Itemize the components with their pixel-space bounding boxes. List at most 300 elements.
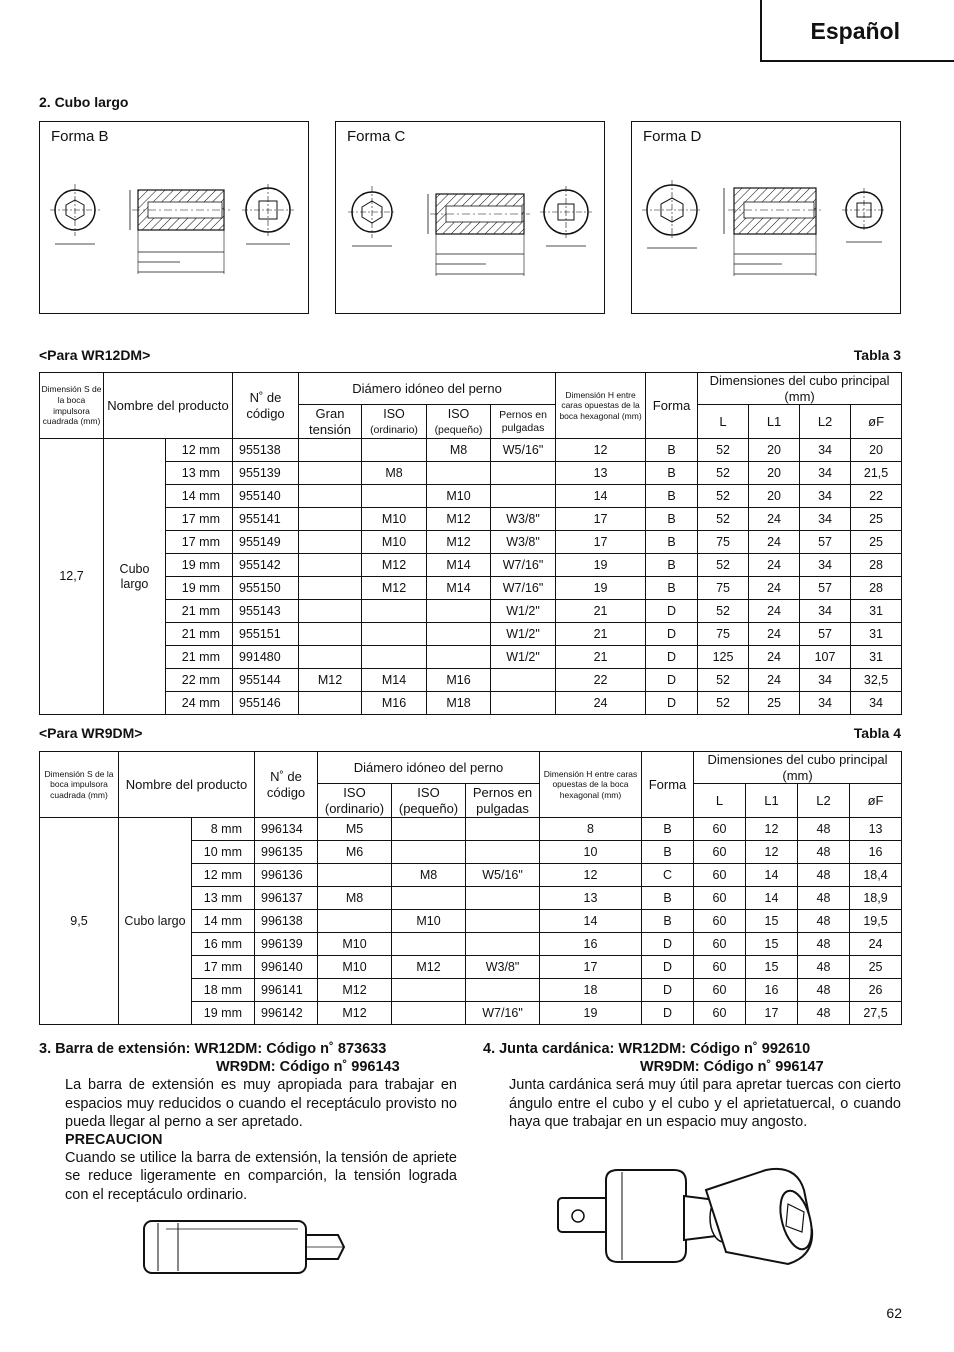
cell-L1: 15	[746, 956, 798, 979]
table-row	[40, 439, 902, 462]
header-drive: Dimensión S de la boca impulsora cuadrada (mm)	[40, 373, 104, 439]
cell-F: 16	[850, 841, 902, 864]
cell-code: 955144	[233, 669, 299, 692]
cell-L1: 12	[746, 841, 798, 864]
t4-header-forma: Forma	[642, 752, 694, 818]
figure-label-c: Forma C	[347, 128, 406, 145]
cell-F: 13	[850, 818, 902, 841]
table-3-number: Tabla 3	[853, 347, 901, 363]
cell-L1: 14	[746, 887, 798, 910]
cell-L1: 24	[749, 646, 800, 669]
cell-gran	[299, 692, 362, 715]
cell-iso-peq: M8	[427, 439, 491, 462]
cell-code: 955142	[233, 554, 299, 577]
extension-bar-illustration	[138, 1215, 353, 1280]
table-row	[40, 485, 902, 508]
table-4-caption: <Para WR9DM>	[39, 725, 143, 741]
cell-L2: 34	[800, 669, 851, 692]
cell-L2: 57	[800, 577, 851, 600]
cell-iso-ord	[362, 646, 427, 669]
section-4-title-2: WR9DM: Código n˚ 996147	[640, 1059, 824, 1076]
header-bolt-group: Diámero idóneo del perno	[299, 373, 556, 405]
cell-hex: 19	[556, 554, 646, 577]
cell-L: 60	[694, 841, 746, 864]
cell-F: 32,5	[851, 669, 902, 692]
figure-label-d: Forma D	[643, 128, 702, 145]
cell-L: 75	[698, 531, 749, 554]
cell-iso-ord	[362, 485, 427, 508]
t4-header-iso-ord: ISO (ordinario)	[318, 784, 392, 818]
table-row	[40, 669, 902, 692]
cell-hex: 12	[540, 864, 642, 887]
cell-L: 60	[694, 887, 746, 910]
cell-size: 21 mm	[166, 646, 233, 669]
cell-F: 27,5	[850, 1002, 902, 1025]
cell-iso-peq	[392, 933, 466, 956]
cell-size: 14 mm	[192, 910, 255, 933]
cell-L1: 24	[749, 508, 800, 531]
cell-iso-ord: M8	[318, 887, 392, 910]
cell-gran	[299, 531, 362, 554]
cell-L1: 15	[746, 933, 798, 956]
cell-F: 28	[851, 577, 902, 600]
cell-iso-ord: M10	[318, 933, 392, 956]
cell-forma: D	[646, 600, 698, 623]
cell-F: 18,4	[850, 864, 902, 887]
cell-gran	[299, 462, 362, 485]
cell-code: 996136	[255, 864, 318, 887]
table-row	[40, 646, 902, 669]
table-3	[39, 372, 902, 715]
cell-forma: D	[642, 933, 694, 956]
header-L1: L1	[749, 405, 800, 439]
cell-code: 996140	[255, 956, 318, 979]
cell-hex: 21	[556, 623, 646, 646]
header-dims-group: Dimensiones del cubo principal (mm)	[698, 373, 902, 405]
cell-L: 60	[694, 933, 746, 956]
cell-L: 60	[694, 864, 746, 887]
cell-iso-peq: M10	[427, 485, 491, 508]
cell-L1: 15	[746, 910, 798, 933]
cell-L1: 20	[749, 439, 800, 462]
cell-F: 31	[851, 623, 902, 646]
language-label: Español	[810, 18, 900, 44]
cell-F: 18,9	[850, 887, 902, 910]
cell-inch: W1/2"	[491, 600, 556, 623]
cell-iso-ord: M10	[362, 531, 427, 554]
cell-iso-ord: M8	[362, 462, 427, 485]
cell-gran	[299, 600, 362, 623]
table-4-number: Tabla 4	[853, 725, 901, 741]
cell-code: 955150	[233, 577, 299, 600]
cell-L2: 48	[798, 864, 850, 887]
section-4-title-1: 4. Junta cardánica: WR12DM: Código n˚ 992610	[483, 1041, 811, 1057]
cell-gran	[299, 485, 362, 508]
cell-code: 955146	[233, 692, 299, 715]
cell-size: 24 mm	[166, 692, 233, 715]
cell-inch	[466, 818, 540, 841]
table-3-body	[40, 439, 902, 715]
header-iso-ord	[362, 405, 427, 439]
cell-inch: W7/16"	[491, 577, 556, 600]
cell-size: 8 mm	[192, 818, 255, 841]
cell-L2: 34	[800, 508, 851, 531]
cell-iso-ord	[362, 439, 427, 462]
socket-drawing-c	[336, 162, 604, 312]
cell-code: 996139	[255, 933, 318, 956]
cell-gran	[299, 508, 362, 531]
cell-F: 34	[851, 692, 902, 715]
header-iso-peq	[427, 405, 491, 439]
table-row	[40, 600, 902, 623]
table-row	[40, 508, 902, 531]
cell-hex: 17	[556, 531, 646, 554]
cell-iso-peq: M18	[427, 692, 491, 715]
cell-gran	[299, 577, 362, 600]
cell-hex: 13	[556, 462, 646, 485]
header-iso-peq-label: ISO	[447, 406, 470, 421]
cell-L2: 48	[798, 933, 850, 956]
table-4-body	[40, 818, 902, 1025]
cell-L2: 57	[800, 531, 851, 554]
cell-F: 24	[850, 933, 902, 956]
cell-L: 52	[698, 692, 749, 715]
cell-code: 996137	[255, 887, 318, 910]
cell-L1: 14	[746, 864, 798, 887]
cell-code: 955151	[233, 623, 299, 646]
cell-forma: B	[646, 462, 698, 485]
cell-L2: 48	[798, 910, 850, 933]
cell-iso-peq	[427, 646, 491, 669]
socket-drawing-d	[632, 162, 900, 312]
section-3	[39, 1040, 457, 1204]
cell-L2: 48	[798, 1002, 850, 1025]
cell-hex: 13	[540, 887, 642, 910]
cell-L2: 48	[798, 956, 850, 979]
header-iso-ord-sub: (ordinario)	[370, 423, 418, 436]
cell-L1: 20	[749, 462, 800, 485]
cell-L1: 12	[746, 818, 798, 841]
cell-F: 25	[851, 508, 902, 531]
cell-L2: 48	[798, 887, 850, 910]
cell-L: 60	[694, 979, 746, 1002]
section-3-caution-title: PRECAUCION	[65, 1132, 163, 1149]
cell-L: 60	[694, 1002, 746, 1025]
cell-iso-peq: M10	[392, 910, 466, 933]
cell-L2: 48	[798, 841, 850, 864]
cell-gran	[299, 646, 362, 669]
cell-hex: 21	[556, 646, 646, 669]
cell-inch	[466, 910, 540, 933]
cell-inch	[466, 887, 540, 910]
cell-hex: 18	[540, 979, 642, 1002]
cell-forma: B	[642, 887, 694, 910]
cell-size: 22 mm	[166, 669, 233, 692]
cell-inch	[466, 841, 540, 864]
cell-code: 955149	[233, 531, 299, 554]
cell-iso-peq: M14	[427, 577, 491, 600]
header-iso-peq-sub: (pequeño)	[434, 423, 483, 436]
cell-code: 955140	[233, 485, 299, 508]
section-3-title-1: 3. Barra de extensión: WR12DM: Código n˚ 873633	[39, 1041, 387, 1057]
cell-inch	[491, 692, 556, 715]
cell-size: 21 mm	[166, 600, 233, 623]
cell-iso-ord: M14	[362, 669, 427, 692]
cell-L: 52	[698, 554, 749, 577]
table-row	[40, 818, 902, 841]
header-forma: Forma	[646, 373, 698, 439]
cell-iso-peq: M16	[427, 669, 491, 692]
cell-L1: 17	[746, 1002, 798, 1025]
section-4-body: Junta cardánica será muy útil para apretar tuercas con cierto ángulo entre el cubo y el cubo y el aprietatuercal, o cuando haya que trabajar en un espacio muy angosto.	[509, 1077, 901, 1130]
cell-size: 16 mm	[192, 933, 255, 956]
cell-forma: B	[642, 910, 694, 933]
cell-iso-ord: M10	[362, 508, 427, 531]
table-row	[40, 531, 902, 554]
cell-inch: W5/16"	[466, 864, 540, 887]
cell-forma: D	[646, 623, 698, 646]
cell-size: 17 mm	[166, 508, 233, 531]
cell-iso-ord: M12	[362, 577, 427, 600]
cell-forma: D	[646, 646, 698, 669]
cell-size: 13 mm	[192, 887, 255, 910]
cell-forma: B	[646, 439, 698, 462]
cell-L1: 24	[749, 669, 800, 692]
table-row	[40, 623, 902, 646]
cell-code: 996138	[255, 910, 318, 933]
cell-iso-peq	[392, 818, 466, 841]
cell-inch: W7/16"	[466, 1002, 540, 1025]
t4-header-iso-peq: ISO (pequeño)	[392, 784, 466, 818]
cell-iso-peq: M14	[427, 554, 491, 577]
cell-iso-ord	[362, 623, 427, 646]
cell-code: 955141	[233, 508, 299, 531]
t4-header-L2: L2	[798, 784, 850, 818]
cell-iso-peq	[392, 1002, 466, 1025]
cell-gran	[299, 623, 362, 646]
cell-hex: 21	[556, 600, 646, 623]
product-name-cell: Cubo largo	[104, 439, 166, 715]
cell-iso-ord: M5	[318, 818, 392, 841]
cell-size: 14 mm	[166, 485, 233, 508]
cell-L: 52	[698, 669, 749, 692]
cell-code: 996134	[255, 818, 318, 841]
cell-size: 12 mm	[192, 864, 255, 887]
t4-header-F: øF	[850, 784, 902, 818]
cell-inch: W1/2"	[491, 623, 556, 646]
cell-L1: 24	[749, 623, 800, 646]
cell-L2: 107	[800, 646, 851, 669]
table-4-header	[39, 725, 901, 741]
cell-size: 10 mm	[192, 841, 255, 864]
t4-header-hex: Dimensión H entre caras opuestas de la boca hexagonal (mm)	[540, 752, 642, 818]
cell-code: 996142	[255, 1002, 318, 1025]
drive-size-cell: 9,5	[40, 818, 119, 1025]
figure-label-b: Forma B	[51, 128, 109, 145]
cell-iso-ord: M16	[362, 692, 427, 715]
cell-L: 60	[694, 910, 746, 933]
header-F: øF	[851, 405, 902, 439]
cell-L: 52	[698, 508, 749, 531]
cell-iso-peq: M12	[427, 508, 491, 531]
cell-L1: 24	[749, 554, 800, 577]
cell-gran	[299, 554, 362, 577]
header-gran: Gran tensión	[299, 405, 362, 439]
header-hex: Dimensión H entre caras opuestas de la boca hexagonal (mm)	[556, 373, 646, 439]
cell-inch	[466, 979, 540, 1002]
cell-size: 17 mm	[166, 531, 233, 554]
header-product: Nombre del producto	[104, 373, 233, 439]
cell-size: 17 mm	[192, 956, 255, 979]
cell-F: 21,5	[851, 462, 902, 485]
cell-forma: D	[646, 692, 698, 715]
cell-hex: 14	[556, 485, 646, 508]
cell-L2: 34	[800, 462, 851, 485]
cell-F: 19,5	[850, 910, 902, 933]
cell-inch: W3/8"	[466, 956, 540, 979]
t4-header-code: N˚ de código	[255, 752, 318, 818]
header-L: L	[698, 405, 749, 439]
drive-size-cell: 12,7	[40, 439, 104, 715]
cell-L: 52	[698, 439, 749, 462]
cell-iso-ord	[318, 864, 392, 887]
header-iso-ord-label: ISO	[383, 406, 405, 421]
cell-L1: 24	[749, 577, 800, 600]
cell-L2: 34	[800, 692, 851, 715]
cell-iso-peq	[392, 887, 466, 910]
cell-code: 991480	[233, 646, 299, 669]
cell-L1: 24	[749, 600, 800, 623]
cell-L: 60	[694, 818, 746, 841]
cell-size: 21 mm	[166, 623, 233, 646]
table-3-header	[39, 347, 901, 363]
header-L2: L2	[800, 405, 851, 439]
cell-forma: D	[642, 956, 694, 979]
cell-gran: M12	[299, 669, 362, 692]
cell-iso-peq: M8	[392, 864, 466, 887]
cell-inch: W1/2"	[491, 646, 556, 669]
cell-L: 125	[698, 646, 749, 669]
table-row	[40, 462, 902, 485]
cell-F: 20	[851, 439, 902, 462]
cell-iso-ord	[318, 910, 392, 933]
section-3-caution-body: Cuando se utilice la barra de extensión, la tensión de apriete se reduce ligeramente en comparción, la tensión lograda con el receptáculo ordinario.	[65, 1150, 457, 1203]
cell-L: 52	[698, 462, 749, 485]
cell-hex: 8	[540, 818, 642, 841]
table-row	[40, 554, 902, 577]
cell-L2: 57	[800, 623, 851, 646]
table-row	[40, 577, 902, 600]
cell-iso-peq: M12	[392, 956, 466, 979]
t4-header-bolt-group: Diámero idóneo del perno	[318, 752, 540, 784]
cell-inch	[491, 669, 556, 692]
cell-hex: 19	[540, 1002, 642, 1025]
cell-size: 13 mm	[166, 462, 233, 485]
cell-forma: D	[646, 669, 698, 692]
universal-joint-illustration	[556, 1160, 821, 1280]
header-code: N˚ de código	[233, 373, 299, 439]
t4-header-product: Nombre del producto	[119, 752, 255, 818]
t4-header-inch: Pernos en pulgadas	[466, 784, 540, 818]
table-4	[39, 751, 902, 1025]
language-tab	[760, 0, 954, 62]
cell-hex: 17	[556, 508, 646, 531]
cell-size: 19 mm	[166, 554, 233, 577]
cell-inch	[491, 462, 556, 485]
cell-F: 25	[851, 531, 902, 554]
cell-inch: W7/16"	[491, 554, 556, 577]
cell-iso-ord: M12	[318, 979, 392, 1002]
cell-size: 18 mm	[192, 979, 255, 1002]
section-2-title: 2. Cubo largo	[39, 94, 129, 110]
cell-size: 19 mm	[166, 577, 233, 600]
cell-F: 31	[851, 646, 902, 669]
cell-L2: 34	[800, 554, 851, 577]
cell-code: 955138	[233, 439, 299, 462]
cell-inch: W5/16"	[491, 439, 556, 462]
cell-forma: B	[646, 485, 698, 508]
cell-forma: B	[646, 554, 698, 577]
cell-L: 75	[698, 577, 749, 600]
cell-forma: D	[642, 1002, 694, 1025]
cell-code: 996141	[255, 979, 318, 1002]
cell-forma: B	[642, 818, 694, 841]
cell-size: 19 mm	[192, 1002, 255, 1025]
cell-iso-peq	[427, 600, 491, 623]
figure-forma-d	[631, 121, 901, 314]
cell-iso-peq: M12	[427, 531, 491, 554]
t4-header-drive: Dimensión S de la boca impulsora cuadrada (mm)	[40, 752, 119, 818]
cell-L1: 16	[746, 979, 798, 1002]
figure-forma-b	[39, 121, 309, 314]
cell-hex: 12	[556, 439, 646, 462]
header-inch: Pernos en pulgadas	[491, 405, 556, 439]
cell-hex: 14	[540, 910, 642, 933]
cell-hex: 24	[556, 692, 646, 715]
cell-F: 28	[851, 554, 902, 577]
cell-forma: B	[646, 508, 698, 531]
cell-inch	[491, 485, 556, 508]
section-4	[483, 1040, 901, 1131]
cell-iso-ord	[362, 600, 427, 623]
cell-iso-peq	[427, 623, 491, 646]
cell-L1: 24	[749, 531, 800, 554]
cell-code: 955139	[233, 462, 299, 485]
cell-code: 996135	[255, 841, 318, 864]
cell-forma: B	[646, 577, 698, 600]
cell-L: 52	[698, 600, 749, 623]
section-3-body: La barra de extensión es muy apropiada para trabajar en espacios muy reducidos o cuando el receptáculo provisto no pueda llegar al perno a ser apretado.	[65, 1077, 457, 1130]
figure-forma-c	[335, 121, 605, 314]
cell-hex: 17	[540, 956, 642, 979]
cell-L2: 48	[798, 979, 850, 1002]
cell-gran	[299, 439, 362, 462]
cell-F: 22	[851, 485, 902, 508]
cell-L: 75	[698, 623, 749, 646]
t4-header-L: L	[694, 784, 746, 818]
cell-L2: 34	[800, 439, 851, 462]
cell-L: 52	[698, 485, 749, 508]
t4-header-dims-group: Dimensiones del cubo principal (mm)	[694, 752, 902, 784]
cell-code: 955143	[233, 600, 299, 623]
cell-iso-peq	[392, 841, 466, 864]
cell-inch: W3/8"	[491, 531, 556, 554]
cell-F: 26	[850, 979, 902, 1002]
cell-L2: 48	[798, 818, 850, 841]
cell-size: 12 mm	[166, 439, 233, 462]
cell-forma: B	[646, 531, 698, 554]
cell-iso-peq	[427, 462, 491, 485]
